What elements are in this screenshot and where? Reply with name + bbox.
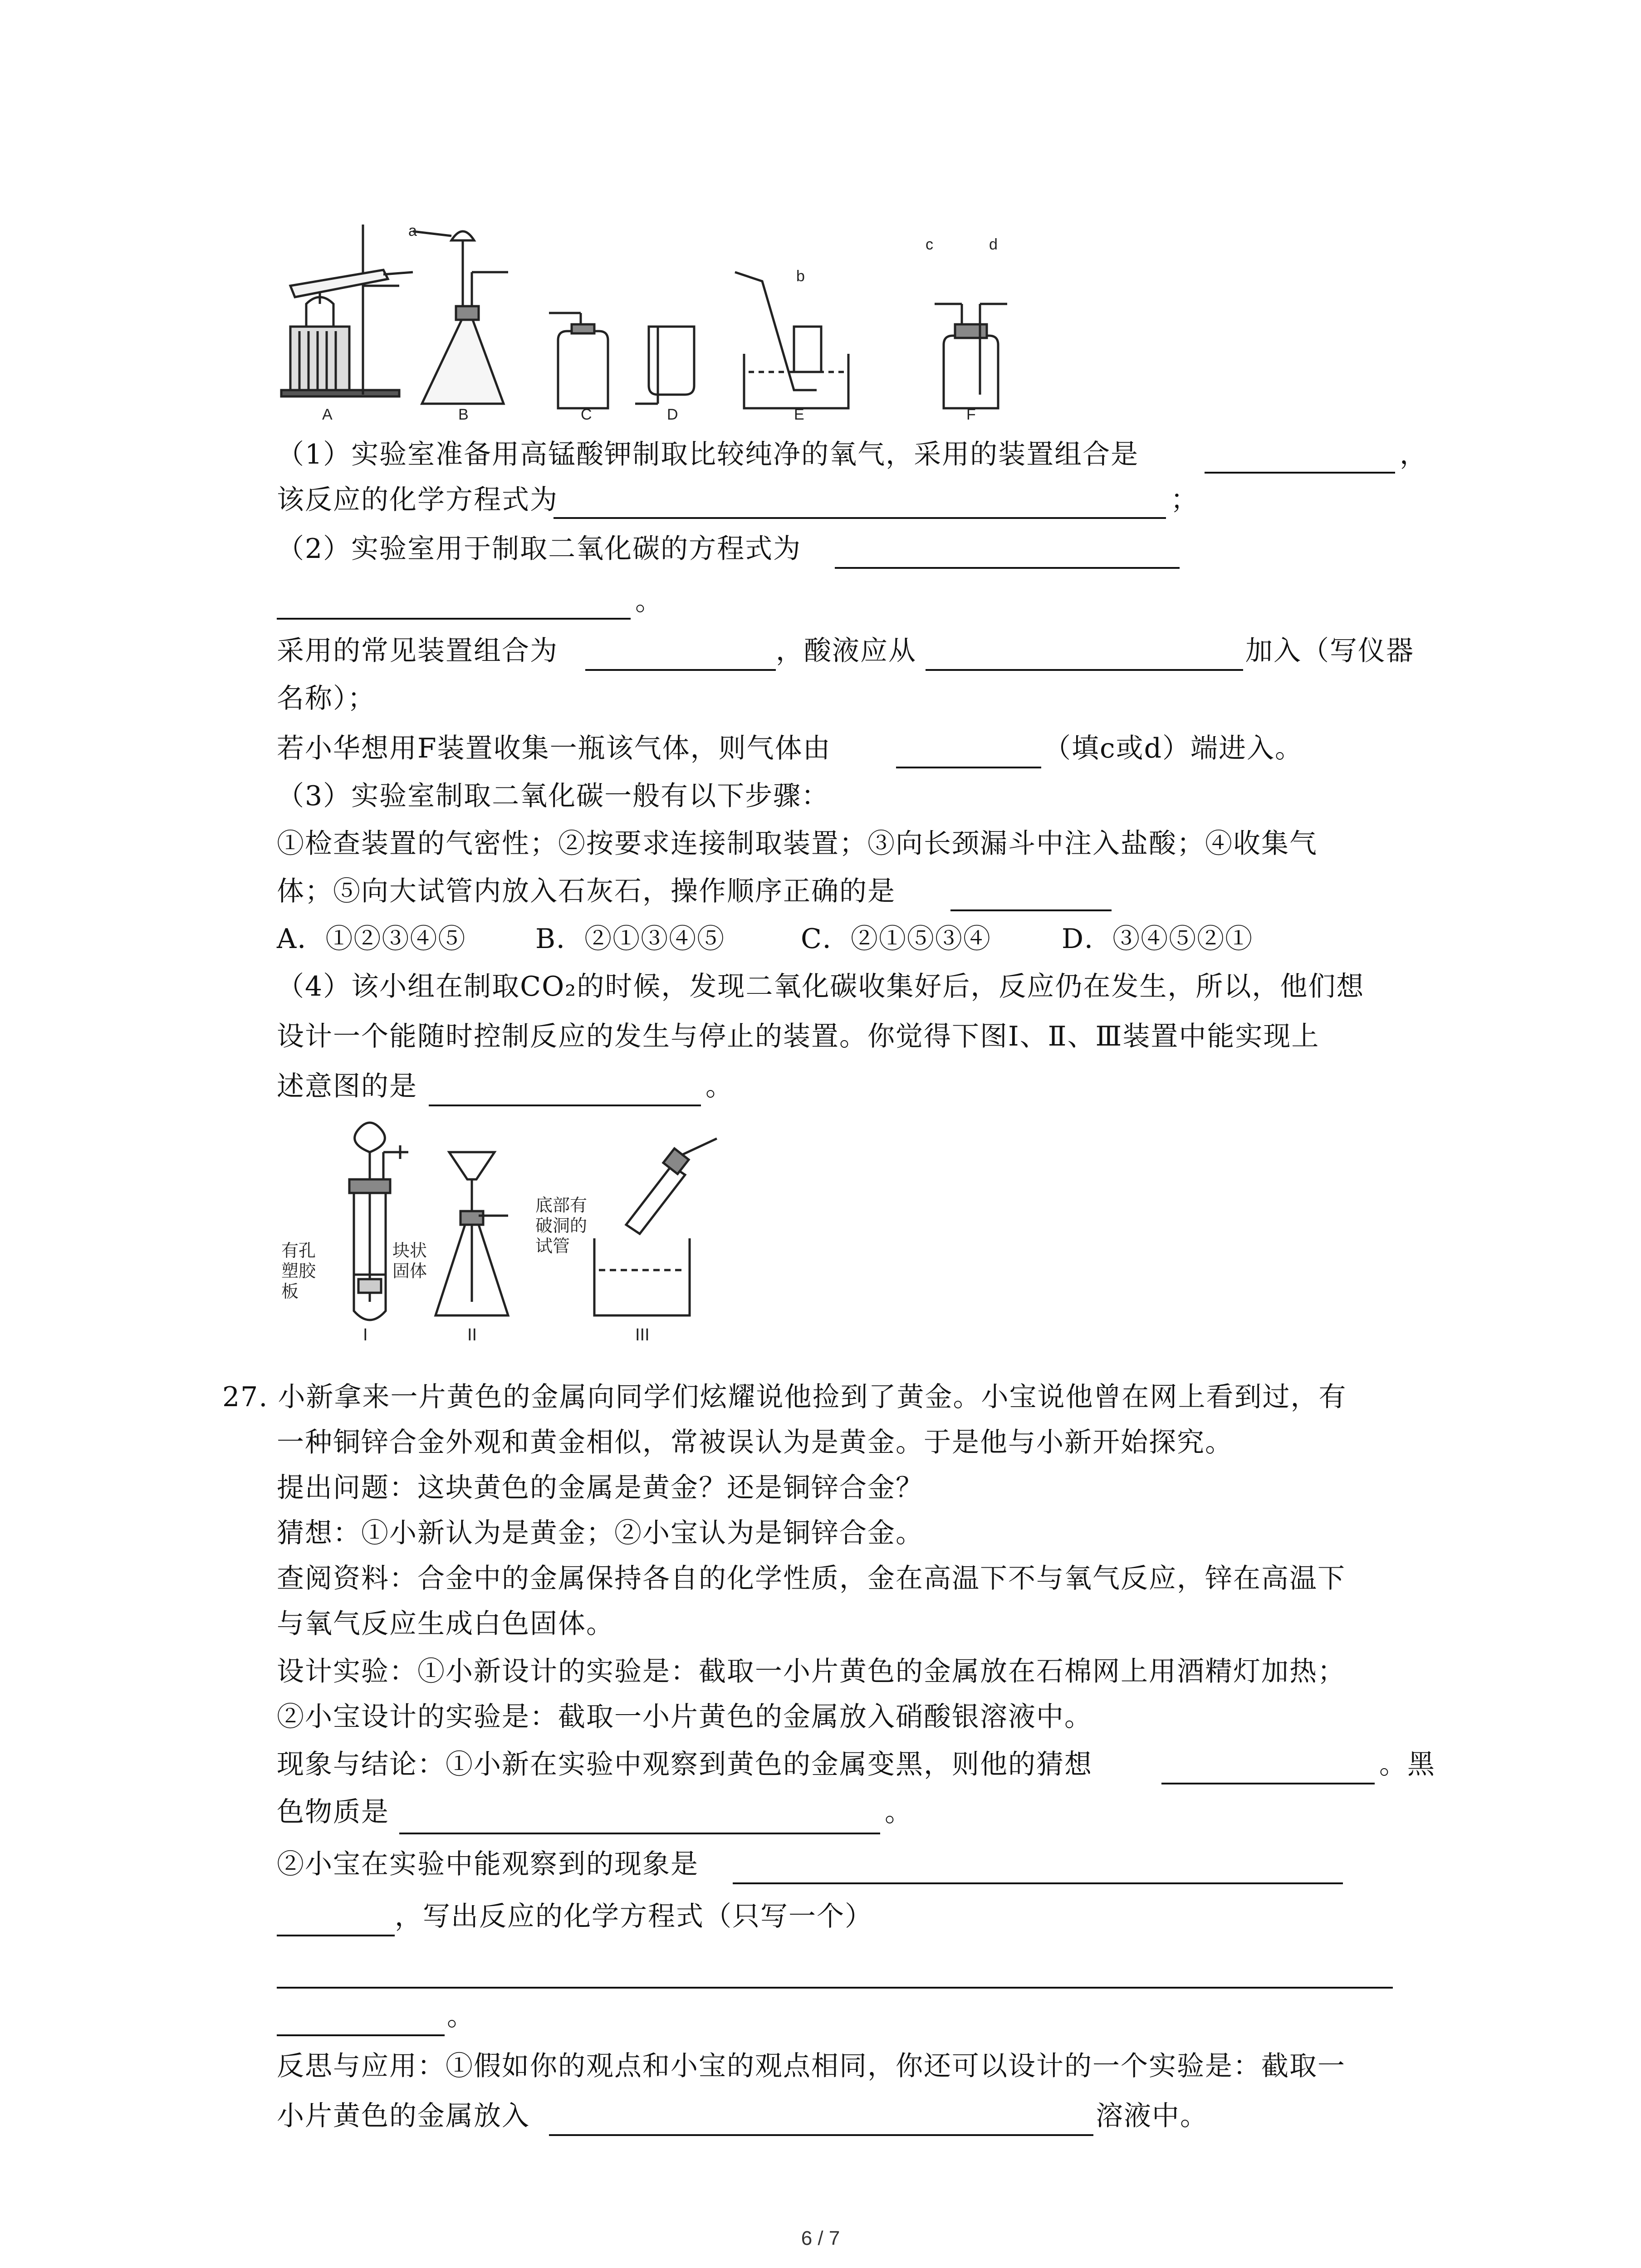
label-broken-tube-2: 破洞的 bbox=[535, 1217, 588, 1236]
q27-line10b: 。 bbox=[885, 1796, 913, 1828]
label-broken-tube-1: 底部有 bbox=[535, 1196, 588, 1215]
q27-line1: 27. 小新拿来一片黄色的金属向同学们炫耀说他捡到了黄金。小宝说他曾在网上看到过，有 bbox=[222, 1381, 1347, 1413]
answer-blank-9[interactable] bbox=[429, 1105, 701, 1106]
label-solid-1: 块状 bbox=[392, 1242, 427, 1261]
label-perforated-plate-3: 板 bbox=[281, 1282, 299, 1301]
apparatus-label-b: B bbox=[458, 406, 469, 422]
page-number: 6 / 7 bbox=[801, 2227, 840, 2249]
option-d[interactable]: D．③④⑤②① bbox=[1062, 923, 1254, 955]
apparatus-label-d: D bbox=[667, 406, 678, 422]
q27-line6: 与氧气反应生成白色固体。 bbox=[277, 1608, 614, 1640]
label-perforated-plate-1: 有孔 bbox=[281, 1242, 316, 1261]
q26-p4-line1: （4）该小组在制取CO₂的时候，发现二氧化碳收集好后，反应仍在发生，所以，他们想 bbox=[277, 971, 1365, 1002]
device-label-ii: II bbox=[467, 1325, 477, 1344]
q27-line9a: 现象与结论：①小新在实验中观察到黄色的金属变黑，则他的猜想 bbox=[277, 1749, 1092, 1780]
answer-blank-14[interactable] bbox=[277, 1987, 1393, 1989]
answer-blank-2[interactable] bbox=[554, 517, 1166, 519]
q27-line9b: 。黑 bbox=[1379, 1749, 1435, 1780]
answer-blank-10[interactable] bbox=[1161, 1783, 1375, 1784]
q26-p1-comma: ， bbox=[1400, 439, 1428, 470]
q26-p1-line1 bbox=[277, 436, 1139, 473]
q27-line4: 猜想：①小新认为是黄金；②小宝认为是铜锌合金。 bbox=[277, 1517, 924, 1549]
q27-line11: ②小宝在实验中能观察到的现象是 bbox=[277, 1848, 699, 1880]
q26-p1-line2: 该反应的化学方程式为 bbox=[277, 484, 558, 516]
answer-blank-8[interactable] bbox=[950, 909, 1112, 911]
apparatus-figure-i-ii-iii bbox=[281, 1120, 780, 1347]
q26-p1-text1: （1）实验室准备用高锰酸钾制取比较纯净的氧气，采用的装置组合是 bbox=[277, 439, 1139, 470]
q26-p4-line2: 设计一个能随时控制反应的发生与停止的装置。你觉得下图Ⅰ、Ⅱ、Ⅲ装置中能实现上 bbox=[277, 1021, 1320, 1052]
q26-p3-line3: 体；⑤向大试管内放入石灰石，操作顺序正确的是 bbox=[277, 875, 896, 907]
port-label-d: d bbox=[989, 236, 998, 253]
label-broken-tube-3: 试管 bbox=[535, 1237, 570, 1256]
q26-p1-semicolon: ； bbox=[1171, 484, 1199, 516]
port-label-b: b bbox=[796, 268, 805, 285]
answer-blank-12[interactable] bbox=[733, 1882, 1343, 1884]
answer-blank-3[interactable] bbox=[835, 567, 1180, 569]
q26-p3-line1: （3）实验室制取二氧化碳一般有以下步骤： bbox=[277, 780, 830, 812]
answer-blank-4[interactable] bbox=[277, 618, 631, 620]
device-label-i: I bbox=[363, 1325, 368, 1344]
q26-p4-line3: 述意图的是 bbox=[277, 1070, 417, 1102]
answer-blank-13[interactable] bbox=[277, 1935, 395, 1936]
q27-line3: 提出问题：这块黄色的金属是黄金？还是铜锌合金？ bbox=[277, 1472, 924, 1504]
apparatus-drawing bbox=[272, 222, 1071, 422]
answer-blank-16[interactable] bbox=[549, 2134, 1093, 2136]
answer-blank-6[interactable] bbox=[926, 669, 1243, 671]
port-label-a: a bbox=[408, 222, 417, 240]
q27-line5: 查阅资料：合金中的金属保持各自的化学性质，金在高温下不与氧气反应，锌在高温下 bbox=[277, 1563, 1346, 1594]
label-perforated-plate-2: 塑胶 bbox=[281, 1262, 316, 1281]
q26-p2-line3b: ，酸液应从 bbox=[776, 635, 916, 667]
q26-p2-line3a: 采用的常见装置组合为 bbox=[277, 635, 558, 667]
q27-line16b: 溶液中。 bbox=[1096, 2100, 1208, 2132]
q26-p3-line2: ①检查装置的气密性；②按要求连接制取装置；③向长颈漏斗中注入盐酸；④收集气 bbox=[277, 828, 1318, 860]
q27-line8: ②小宝设计的实验是：截取一小片黄色的金属放入硝酸银溶液中。 bbox=[277, 1701, 1092, 1733]
q27-line2: 一种铜锌合金外观和黄金相似，常被误认为是黄金。于是他与小新开始探究。 bbox=[277, 1427, 1233, 1458]
q26-p2-line5a: 若小华想用F装置收集一瓶该气体，则气体由 bbox=[277, 733, 831, 764]
q26-p2-line5b: （填c或d）端进入。 bbox=[1043, 733, 1303, 764]
answer-blank-7[interactable] bbox=[896, 767, 1041, 768]
option-a[interactable]: A．①②③④⑤ bbox=[277, 923, 466, 955]
apparatus-label-a: A bbox=[322, 406, 333, 422]
q27-line15: 反思与应用：①假如你的观点和小宝的观点相同，你还可以设计的一个实验是：截取一 bbox=[277, 2050, 1346, 2082]
answer-blank-15[interactable] bbox=[277, 2034, 445, 2036]
apparatus-figure-a-f bbox=[272, 222, 1071, 422]
q27-line16a: 小片黄色的金属放入 bbox=[277, 2100, 530, 2132]
q27-line10a: 色物质是 bbox=[277, 1796, 389, 1828]
answer-blank-5[interactable] bbox=[585, 669, 776, 671]
answer-blank-1[interactable] bbox=[1205, 472, 1395, 474]
q26-p2-line3c: 加入（写仪器 bbox=[1245, 635, 1414, 667]
q27-line12: ，写出反应的化学方程式（只写一个） bbox=[395, 1901, 873, 1932]
apparatus-label-f: F bbox=[966, 406, 976, 422]
apparatus-label-e: E bbox=[794, 406, 804, 422]
q26-p2-line4: 名称）； bbox=[277, 683, 376, 714]
q27-line7: 设计实验：①小新设计的实验是：截取一小片黄色的金属放在石棉网上用酒精灯加热； bbox=[277, 1656, 1346, 1687]
device-label-iii: III bbox=[635, 1325, 650, 1344]
port-label-c: c bbox=[926, 236, 933, 253]
q26-p2-period: 。 bbox=[635, 585, 663, 617]
label-solid-2: 固体 bbox=[392, 1262, 427, 1281]
apparatus-label-c: C bbox=[581, 406, 592, 422]
option-b[interactable]: B．②①③④⑤ bbox=[535, 923, 725, 955]
q26-p4-period: 。 bbox=[705, 1070, 734, 1102]
control-devices-drawing bbox=[281, 1120, 780, 1347]
q27-line14-period: 。 bbox=[447, 2000, 475, 2032]
answer-blank-11[interactable] bbox=[399, 1833, 880, 1834]
q26-p2-line1: （2）实验室用于制取二氧化碳的方程式为 bbox=[277, 533, 802, 565]
option-c[interactable]: C．②①⑤③④ bbox=[801, 923, 991, 955]
